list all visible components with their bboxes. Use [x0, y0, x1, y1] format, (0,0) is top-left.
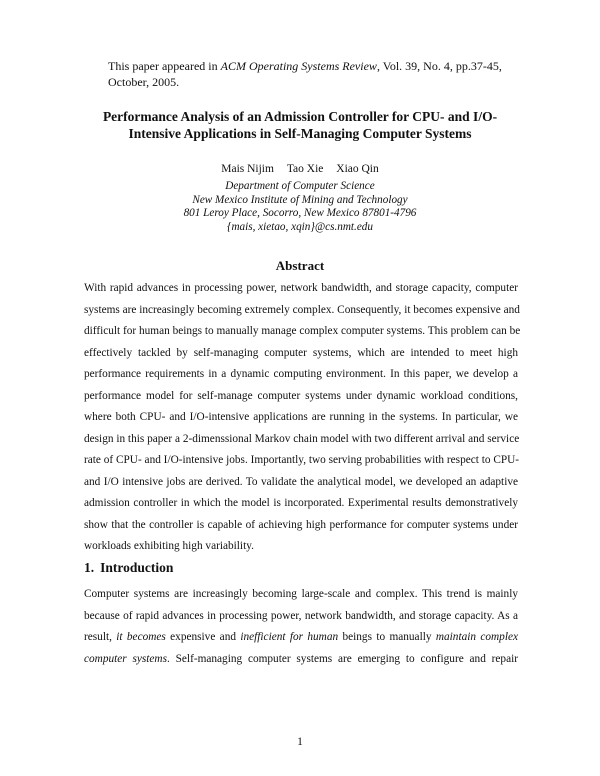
author-list — [0, 162, 600, 176]
abstract-line: performance requirements in a dynamic computing environment. In this paper, we develop a — [84, 368, 518, 380]
affiliation-institute: New Mexico Institute of Mining and Technology — [192, 193, 408, 206]
text-run: maintain complex — [435, 631, 518, 643]
abstract-line: workloads exhibiting high variability. — [84, 540, 254, 552]
text-run: expensive and — [165, 631, 241, 643]
text-run: it becomes — [116, 631, 166, 643]
paper-title — [90, 108, 510, 142]
abstract-body — [84, 278, 521, 558]
abstract-heading: Abstract — [275, 258, 325, 273]
intro-line — [84, 627, 518, 649]
affiliation-department: Department of Computer Science — [225, 180, 375, 192]
text-run: result, — [84, 631, 117, 643]
affiliation-address: 801 Leroy Place, Socorro, New Mexico 87801-4796 — [183, 207, 417, 219]
section-heading — [84, 560, 173, 576]
section-title: Introduction — [100, 560, 174, 575]
introduction-body — [84, 584, 518, 670]
abstract-line: With rapid advances in processing power, network bandwidth, and storage capacity, computer — [84, 282, 518, 294]
notice-venue: ACM Operating Systems Review — [220, 59, 377, 73]
intro-line: Computer systems are increasingly becoming large-scale and complex. This trend is mainly — [84, 588, 518, 600]
author-name: Xiao Qin — [336, 163, 379, 175]
page-number: 1 — [297, 736, 303, 748]
abstract-line: systems are increasingly becoming extremely complex. Consequently, it becomes expensive and — [84, 303, 520, 316]
abstract-line: design in this paper a 2-dimenssional Markov chain model with two different arrival and service — [84, 432, 520, 445]
abstract-line: and I/O intensive jobs are derived. To validate the analytical model, we developed an adaptive — [84, 475, 518, 488]
abstract-line: show that the controller is capable of achieving high performance for computer systems under — [84, 518, 518, 531]
text-run: inefficient for human — [240, 631, 339, 643]
title-line-1: Performance Analysis of an Admission Controller for CPU- and I/O- — [102, 109, 498, 124]
abstract-line: difficult for human beings to manually manage complex computer systems. This problem can be — [84, 325, 521, 337]
abstract-line: performance model for self-manage computer systems under dynamic workload conditions, — [84, 389, 518, 402]
abstract-line: effectively tackled by self-managing computer systems, which are intended to meet high — [84, 346, 518, 359]
text-run: . Self-managing computer systems are emerging to configure and repair — [167, 652, 518, 665]
notice-suffix: , Vol. 39, No. 4, pp.37-45, October, 2005. — [108, 59, 502, 89]
affiliation — [0, 180, 600, 234]
affiliation-email: {mais, xietao, xqin}@cs.nmt.edu — [226, 220, 373, 233]
section-number: 1. — [84, 560, 95, 575]
text-run: computer systems — [84, 652, 167, 665]
intro-line: because of rapid advances in processing power, network bandwidth, and storage capacity. As a — [84, 609, 518, 622]
author-name: Tao Xie — [286, 163, 324, 175]
publication-notice — [108, 58, 528, 90]
abstract-line: where both CPU- and I/O-intensive applications are running in the systems. In particular, we — [84, 411, 518, 423]
notice-prefix: This paper appeared in — [108, 59, 221, 73]
title-line-2: Intensive Applications in Self-Managing Computer Systems — [128, 126, 472, 141]
abstract-line: admission controller in which the model is incorporated. Experimental results demonstratively — [84, 497, 518, 509]
text-run: beings to manually — [338, 631, 436, 643]
abstract-line: rate of CPU- and I/O-intensive jobs. Importantly, two serving probabilities with respect to CPU- — [84, 454, 520, 466]
intro-line — [84, 649, 518, 671]
author-name: Mais Nijim — [221, 163, 274, 175]
